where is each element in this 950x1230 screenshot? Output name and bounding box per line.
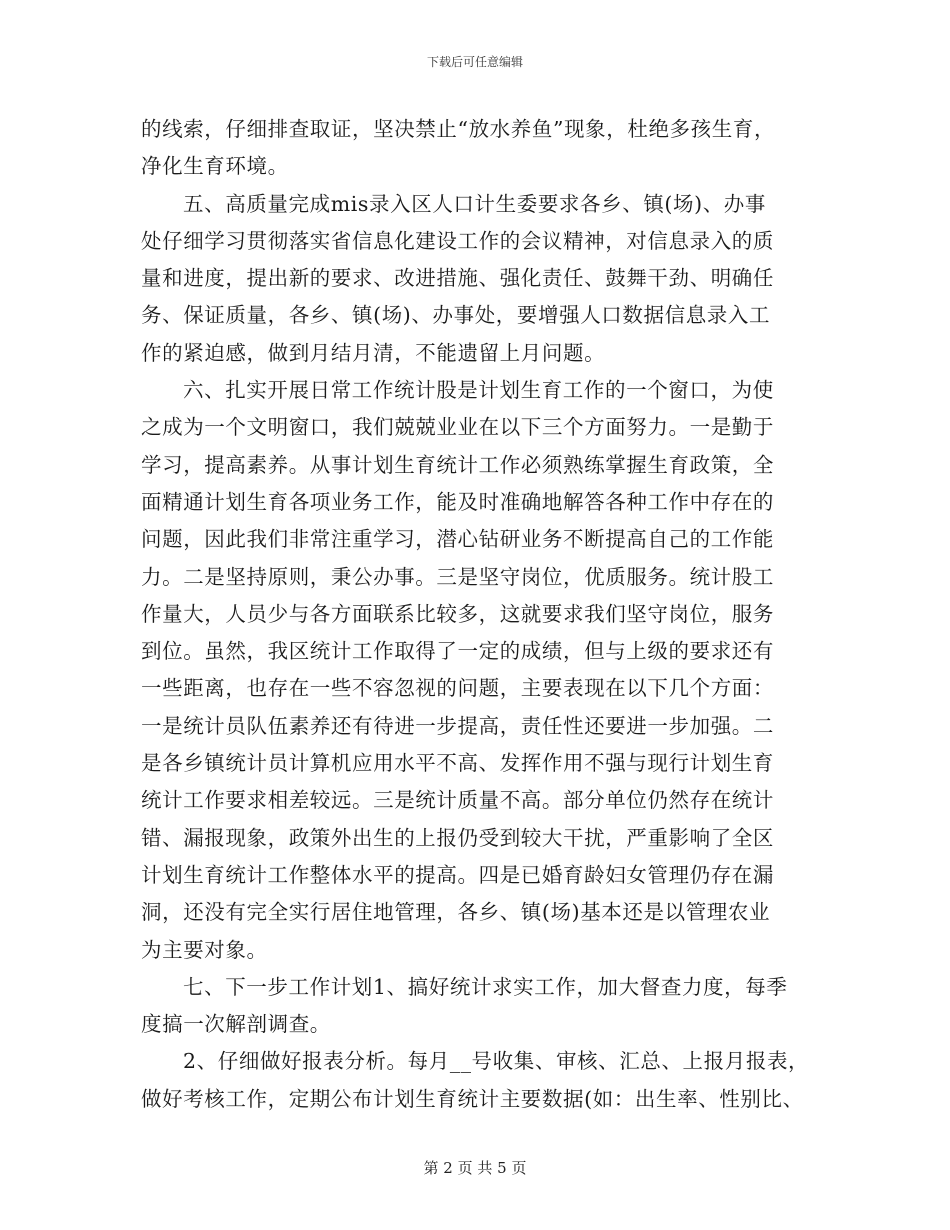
- text-line: 净化生育环境。: [141, 154, 289, 179]
- text-line: 务、保证质量，各乡、镇(场)、办事处，要增强人口数据信息录入工: [141, 303, 771, 328]
- text-line: 计划生育统计工作整体水平的提高。四是已婚育龄妇女管理仍存在漏: [141, 862, 774, 887]
- page-header: 下载后可任意编辑: [426, 55, 523, 69]
- page-footer: 第 2 页 共 5 页: [423, 1159, 527, 1177]
- text-line: 面精通计划生育各项业务工作，能及时准确地解答各种工作中存在的: [141, 489, 774, 514]
- text-line: 学习，提高素养。从事计划生育统计工作必须熟练掌握生育政策，全: [141, 452, 774, 477]
- text-line: 为主要对象。: [141, 937, 268, 962]
- text-line: 量和进度，提出新的要求、改进措施、强化责任、鼓舞干劲、明确任: [141, 266, 774, 291]
- text-line: 问题，因此我们非常注重学习，潜心钻研业务不断提高自己的工作能: [141, 527, 774, 552]
- text-line: 七、下一步工作计划1、搞好统计求实工作，加大督查力度，每季: [183, 974, 788, 999]
- text-line: 做好考核工作，定期公布计划生育统计主要数据(如：出生率、性别比、: [141, 1086, 804, 1111]
- text-line: 之成为一个文明窗口，我们兢兢业业在以下三个方面努力。一是勤于: [141, 415, 774, 440]
- text-line: 到位。虽然，我区统计工作取得了一定的成绩，但与上级的要求还有: [141, 639, 774, 664]
- text-line: 洞，还没有完全实行居住地管理，各乡、镇(场)基本还是以管理农业: [141, 900, 771, 925]
- text-line: 错、漏报现象，政策外出生的上报仍受到较大干扰，严重影响了全区: [141, 825, 774, 850]
- text-line: 力。二是坚持原则，秉公办事。三是坚守岗位，优质服务。统计股工: [141, 564, 774, 589]
- text-line: 是各乡镇统计员计算机应用水平不高、发挥作用不强与现行计划生育: [141, 751, 774, 776]
- document-body: [141, 111, 821, 1118]
- text-line: 五、高质量完成mis录入区人口计生委要求各乡、镇(场)、办事: [183, 191, 767, 216]
- text-line: 度搞一次解剖调查。: [141, 1012, 331, 1037]
- text-line: 作量大，人员少与各方面联系比较多，这就要求我们坚守岗位，服务: [141, 601, 774, 626]
- text-line: 六、扎实开展日常工作统计股是计划生育工作的一个窗口，为使: [183, 378, 774, 403]
- text-line: 的线索，仔细排查取证，坚决禁止“放水养鱼”现象，杜绝多孩生育，: [141, 117, 776, 141]
- text-line: 统计工作要求相差较远。三是统计质量不高。部分单位仍然存在统计: [141, 788, 774, 813]
- text-line: 一些距离，也存在一些不容忽视的问题，主要表现在以下几个方面：: [141, 676, 774, 701]
- text-line: 处仔细学习贯彻落实省信息化建设工作的会议精神，对信息录入的质: [141, 228, 774, 253]
- text-line: 一是统计员队伍素养还有待进一步提高，责任性还要进一步加强。二: [141, 713, 774, 738]
- text-line: 2、仔细做好报表分析。每月__号收集、审核、汇总、上报月报表，: [183, 1049, 810, 1074]
- text-line: 作的紧迫感，做到月结月清，不能遗留上月问题。: [141, 340, 606, 365]
